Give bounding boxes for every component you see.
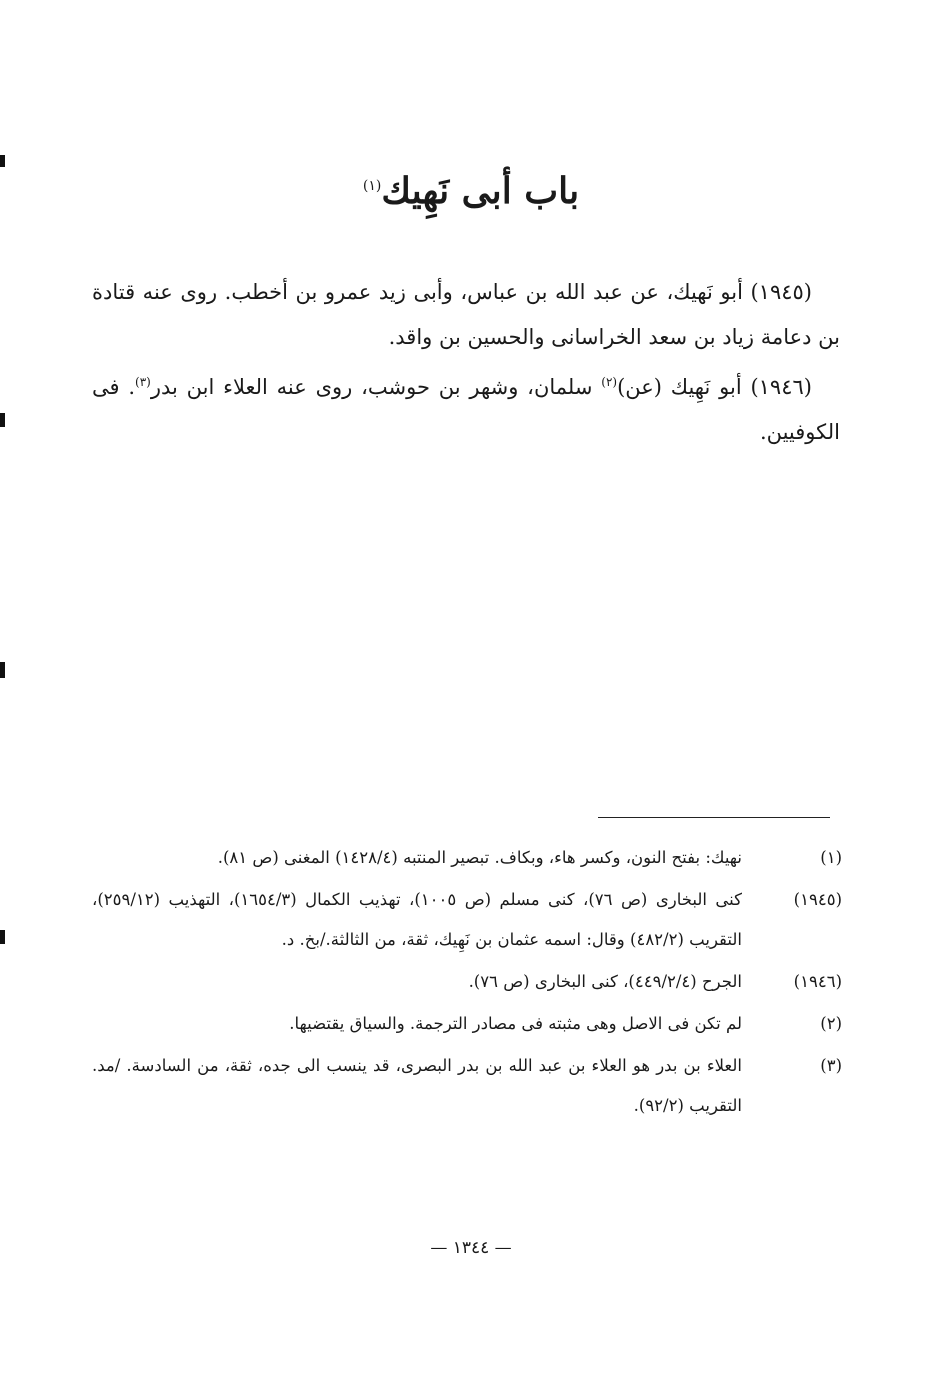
scan-edge-mark (0, 413, 5, 427)
main-text (92, 270, 840, 455)
footnote-text: الجرح (٤٤٩/٢/٤)، كنى البخارى (ص ٧٦). (468, 972, 742, 991)
footnote-item (92, 962, 842, 1002)
scan-edge-mark (0, 930, 5, 944)
footnote-ref-2: (٢) (601, 375, 618, 389)
scan-edge-mark (0, 155, 5, 167)
chapter-title-text: باب أبى نَهِيك (381, 170, 580, 212)
footnote-item (92, 838, 842, 878)
footnote-text: كنى البخارى (ص ٧٦)، كنى مسلم (ص ١٠٠٥)، تهذيب الكمال (١٦٥٤/٣)، التهذيب (٢٥٩/١٢)، التقريب (٤٨٢/٢) وقال: اسمه عثمان بن نَهِيك، ثقة، من الثالثة./بخ. د. (92, 890, 743, 949)
footnote-number: (١٩٤٥) (793, 890, 842, 909)
footnote-number: (١٩٤٦) (793, 972, 842, 991)
footnotes (92, 838, 842, 1128)
footnote-text: العلاء بن بدر هو العلاء بن عبد الله بن بدر البصرى، قد ينسب الى جده، ثقة، من السادسة. /مد. التقريب (٩٢/٢). (92, 1056, 742, 1115)
page-number: — ١٣٤٤ — (430, 1238, 512, 1258)
chapter-title-note-ref: (١) (362, 178, 382, 194)
scan-edge-mark (0, 662, 5, 678)
entry-1946-text-a: (١٩٤٦) أبو نَهِيك (عن) (617, 375, 812, 399)
chapter-title (0, 170, 942, 212)
entry-1946 (92, 360, 840, 455)
footnote-number: (٣) (820, 1056, 842, 1075)
footnote-ref-3: (٣) (135, 375, 151, 389)
footnote-separator (598, 817, 830, 818)
entry-1946-text-b: سلمان، وشهر بن حوشب، روى عنه العلاء ابن بدر (150, 375, 602, 399)
footnote-item (92, 1046, 842, 1126)
footnote-number: (٢) (820, 1014, 842, 1033)
entry-1946-text-c: . فى الكوفيين. (92, 375, 840, 444)
footnote-item (92, 1004, 842, 1044)
footnote-text: لم تكن فى الاصل وهى مثبته فى مصادر الترجمة. والسياق يقتضيها. (289, 1014, 742, 1033)
entry-1945 (92, 270, 840, 360)
entry-1945-text: (١٩٤٥) أبو نَهيك، عن عبد الله بن عباس، وأبى زيد عمرو بن أخطب. روى عنه قتادة بن دعامة زياد بن سعد الخراسانى والحسين بن واقد. (92, 280, 840, 349)
footnote-text: نهيك: بفتح النون، وكسر هاء، وبكاف. تبصير المنتبه (١٤٢٨/٤) المغنى (ص ٨١). (217, 848, 742, 867)
footnote-number: (١) (820, 848, 842, 867)
footnote-item (92, 880, 842, 960)
